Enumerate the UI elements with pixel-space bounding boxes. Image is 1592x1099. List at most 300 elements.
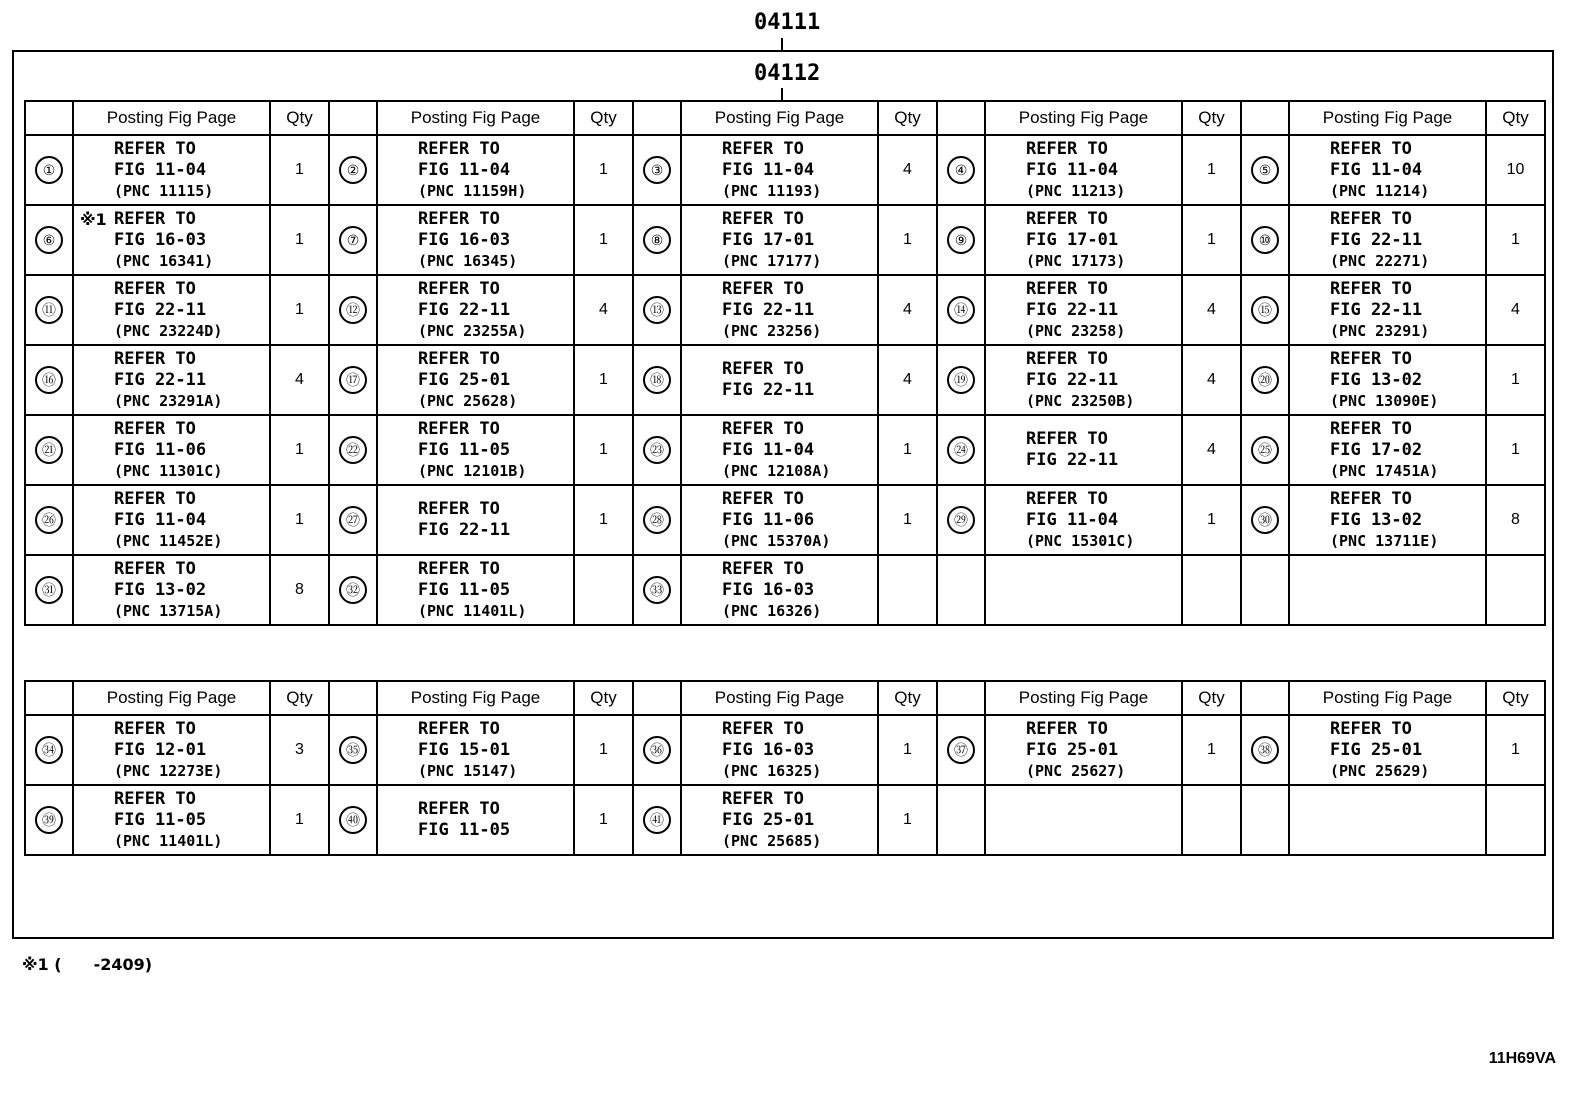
cell-qty: 1 <box>270 135 329 205</box>
cell-item-number <box>329 345 377 415</box>
fig-number: FIG 22-11 <box>1026 299 1119 320</box>
refer-to-text: REFER TO <box>418 558 500 579</box>
cell-item-number <box>937 205 985 275</box>
item-number-badge: ④ <box>947 156 975 184</box>
header-no <box>329 101 377 135</box>
fig-reference <box>378 209 573 272</box>
cell-item-number <box>1241 205 1289 275</box>
fig-number: FIG 22-11 <box>1026 450 1119 470</box>
cell-item-number <box>1241 415 1289 485</box>
cell-fig-reference <box>377 555 574 625</box>
cell-fig-reference <box>681 135 878 205</box>
fig-reference <box>378 499 573 541</box>
header-qty: Qty <box>270 101 329 135</box>
header-fig-page: Posting Fig Page <box>73 101 270 135</box>
pnc-number: (PNC 23256) <box>722 321 822 340</box>
cell-item-number <box>25 205 73 275</box>
cell-qty: 1 <box>270 485 329 555</box>
cell-item-number <box>633 275 681 345</box>
item-number-badge: ㉑ <box>35 436 63 464</box>
fig-number: FIG 11-04 <box>418 159 511 180</box>
item-number-badge: ⑩ <box>1251 226 1279 254</box>
refer-to-text: REFER TO <box>1026 429 1108 449</box>
item-number-badge: ⑫ <box>339 296 367 324</box>
cell-fig-reference <box>681 275 878 345</box>
pnc-number: (PNC 16345) <box>418 251 518 270</box>
assembly-code-sub: 04112 <box>754 61 821 86</box>
cell-item-number <box>937 415 985 485</box>
fig-number: FIG 16-03 <box>722 579 815 600</box>
header-row <box>25 681 1545 715</box>
fig-number: FIG 22-11 <box>722 380 815 400</box>
table-row <box>25 205 1545 275</box>
fig-reference <box>682 719 877 782</box>
pnc-number: (PNC 12101B) <box>418 461 527 480</box>
cell-qty: 1 <box>1182 135 1241 205</box>
pnc-number: (PNC 15301C) <box>1026 531 1135 550</box>
fig-number: FIG 11-05 <box>418 579 511 600</box>
refer-to-text: REFER TO <box>722 418 804 439</box>
fig-reference <box>378 279 573 342</box>
item-number-badge: ㊳ <box>1251 736 1279 764</box>
cell-item-number <box>329 785 377 855</box>
fig-reference <box>378 419 573 482</box>
header-row <box>25 101 1545 135</box>
refer-to-text: REFER TO <box>114 418 196 439</box>
diagram-id: 11H69VA <box>1488 1050 1556 1067</box>
header-no <box>329 681 377 715</box>
header-qty: Qty <box>1182 681 1241 715</box>
fig-number: FIG 17-01 <box>1026 229 1119 250</box>
fig-reference <box>682 559 877 622</box>
pnc-number: (PNC 12108A) <box>722 461 831 480</box>
item-number-badge: ⑳ <box>1251 366 1279 394</box>
refer-to-text: REFER TO <box>722 138 804 159</box>
refer-to-text: REFER TO <box>722 718 804 739</box>
fig-number: FIG 25-01 <box>1330 739 1423 760</box>
header-no <box>1241 101 1289 135</box>
assembly-code-top: 04111 <box>754 10 821 35</box>
cell-fig-reference <box>73 205 270 275</box>
pnc-number: (PNC 17451A) <box>1330 461 1439 480</box>
cell-fig-reference <box>1289 785 1486 855</box>
cell-item-number <box>1241 485 1289 555</box>
header-no <box>937 101 985 135</box>
header-fig-page: Posting Fig Page <box>985 101 1182 135</box>
fig-reference <box>986 489 1181 552</box>
cell-item-number <box>25 785 73 855</box>
header-no <box>25 101 73 135</box>
refer-to-text: REFER TO <box>1026 208 1108 229</box>
table-row <box>25 555 1545 625</box>
cell-item-number <box>633 345 681 415</box>
pnc-number: (PNC 11115) <box>114 181 214 200</box>
cell-fig-reference <box>73 715 270 785</box>
refer-to-text: REFER TO <box>722 359 804 379</box>
fig-number: FIG 11-04 <box>722 439 815 460</box>
cell-item-number <box>1241 785 1289 855</box>
cell-item-number <box>25 555 73 625</box>
item-number-badge: ㉗ <box>339 506 367 534</box>
cell-qty: 10 <box>1486 135 1545 205</box>
refer-to-text: REFER TO <box>418 348 500 369</box>
cell-fig-reference <box>1289 205 1486 275</box>
cell-qty: 4 <box>1182 415 1241 485</box>
refer-to-text: REFER TO <box>1026 138 1108 159</box>
cell-qty: 1 <box>878 415 937 485</box>
header-no <box>633 101 681 135</box>
cell-item-number <box>937 275 985 345</box>
item-number-badge: ⑰ <box>339 366 367 394</box>
fig-reference <box>378 559 573 622</box>
fig-reference <box>682 279 877 342</box>
cell-item-number <box>329 415 377 485</box>
cell-fig-reference <box>681 415 878 485</box>
item-number-badge: ⑲ <box>947 366 975 394</box>
cell-qty: 1 <box>878 485 937 555</box>
cell-item-number <box>1241 555 1289 625</box>
cell-qty: 1 <box>1486 415 1545 485</box>
pnc-number: (PNC 25629) <box>1330 761 1430 780</box>
item-number-badge: ㉝ <box>643 576 671 604</box>
header-fig-page: Posting Fig Page <box>681 101 878 135</box>
pnc-number: (PNC 25685) <box>722 831 822 850</box>
fig-reference <box>1290 209 1485 272</box>
cell-qty: 8 <box>1486 485 1545 555</box>
pnc-number: (PNC 25627) <box>1026 761 1126 780</box>
cell-fig-reference <box>681 485 878 555</box>
cell-qty <box>1486 555 1545 625</box>
cell-fig-reference <box>377 785 574 855</box>
cell-qty: 1 <box>574 345 633 415</box>
fig-reference <box>74 719 269 782</box>
header-no <box>937 681 985 715</box>
pnc-number: (PNC 15370A) <box>722 531 831 550</box>
table-row <box>25 485 1545 555</box>
cell-qty <box>1182 555 1241 625</box>
item-number-badge: ⑤ <box>1251 156 1279 184</box>
fig-number: FIG 16-03 <box>722 739 815 760</box>
refer-to-text: REFER TO <box>1330 208 1412 229</box>
pnc-number: (PNC 17173) <box>1026 251 1126 270</box>
cell-fig-reference <box>73 275 270 345</box>
fig-number: FIG 16-03 <box>114 229 207 250</box>
cell-item-number <box>329 135 377 205</box>
item-number-badge: ⑯ <box>35 366 63 394</box>
item-number-badge: ⑦ <box>339 226 367 254</box>
cell-qty: 1 <box>1486 715 1545 785</box>
fig-number: FIG 11-04 <box>1026 159 1119 180</box>
cell-item-number <box>25 275 73 345</box>
table-row <box>25 135 1545 205</box>
cell-item-number <box>633 205 681 275</box>
refer-to-text: REFER TO <box>722 278 804 299</box>
cell-item-number <box>329 485 377 555</box>
fig-number: FIG 13-02 <box>114 579 207 600</box>
refer-to-text: REFER TO <box>418 418 500 439</box>
pnc-number: (PNC 23291A) <box>114 391 223 410</box>
cell-item-number <box>329 555 377 625</box>
item-number-badge: ⑮ <box>1251 296 1279 324</box>
cell-item-number <box>329 205 377 275</box>
cell-fig-reference <box>681 785 878 855</box>
cell-item-number <box>937 715 985 785</box>
header-no <box>25 681 73 715</box>
fig-number: FIG 17-02 <box>1330 439 1423 460</box>
cell-item-number <box>633 485 681 555</box>
header-qty: Qty <box>878 101 937 135</box>
cell-fig-reference <box>985 275 1182 345</box>
header-fig-page: Posting Fig Page <box>73 681 270 715</box>
fig-number: FIG 13-02 <box>1330 369 1423 390</box>
cell-qty: 1 <box>574 715 633 785</box>
item-number-badge: ㉓ <box>643 436 671 464</box>
cell-qty: 3 <box>270 715 329 785</box>
refer-to-text: REFER TO <box>722 208 804 229</box>
fig-number: FIG 11-05 <box>114 809 207 830</box>
cell-qty: 1 <box>270 275 329 345</box>
cell-qty: 1 <box>1182 715 1241 785</box>
pnc-number: (PNC 11452E) <box>114 531 223 550</box>
cell-item-number <box>1241 275 1289 345</box>
fig-number: FIG 22-11 <box>418 299 511 320</box>
cell-qty: 1 <box>878 715 937 785</box>
item-number-badge: ⑬ <box>643 296 671 324</box>
pnc-number: (PNC 11301C) <box>114 461 223 480</box>
cell-fig-reference <box>1289 135 1486 205</box>
fig-number: FIG 22-11 <box>722 299 815 320</box>
fig-number: FIG 11-06 <box>722 509 815 530</box>
cell-qty: 4 <box>1486 275 1545 345</box>
header-fig-page: Posting Fig Page <box>377 101 574 135</box>
pnc-number: (PNC 12273E) <box>114 761 223 780</box>
fig-reference <box>986 209 1181 272</box>
refer-to-text: REFER TO <box>1330 418 1412 439</box>
item-number-badge: ㉛ <box>35 576 63 604</box>
cell-fig-reference <box>681 345 878 415</box>
item-number-badge: ㊲ <box>947 736 975 764</box>
header-qty: Qty <box>574 681 633 715</box>
cell-fig-reference <box>1289 555 1486 625</box>
fig-number: FIG 22-11 <box>1026 369 1119 390</box>
refer-to-text: REFER TO <box>1330 138 1412 159</box>
header-qty: Qty <box>1486 681 1545 715</box>
fig-number: FIG 22-11 <box>1330 299 1423 320</box>
cell-item-number <box>633 555 681 625</box>
cell-fig-reference <box>681 715 878 785</box>
fig-reference <box>986 719 1181 782</box>
fig-reference <box>74 349 269 412</box>
fig-reference <box>986 429 1181 471</box>
pnc-number: (PNC 11193) <box>722 181 822 200</box>
cell-fig-reference <box>681 205 878 275</box>
cell-fig-reference <box>1289 345 1486 415</box>
fig-reference <box>378 139 573 202</box>
cell-fig-reference <box>377 715 574 785</box>
fig-number: FIG 12-01 <box>114 739 207 760</box>
cell-item-number <box>633 135 681 205</box>
cell-qty: 1 <box>574 785 633 855</box>
item-number-badge: ㊵ <box>339 806 367 834</box>
fig-reference <box>74 489 269 552</box>
pnc-number: (PNC 13090E) <box>1330 391 1439 410</box>
cell-fig-reference <box>985 715 1182 785</box>
parts-reference-table-1 <box>24 100 1546 626</box>
cell-qty: 1 <box>574 135 633 205</box>
item-number-badge: ⑥ <box>35 226 63 254</box>
cell-fig-reference <box>985 205 1182 275</box>
fig-reference <box>986 139 1181 202</box>
fig-reference <box>74 789 269 852</box>
cell-fig-reference <box>73 785 270 855</box>
item-number-badge: ⑭ <box>947 296 975 324</box>
cell-fig-reference <box>377 135 574 205</box>
cell-fig-reference <box>681 555 878 625</box>
fig-number: FIG 11-04 <box>1026 509 1119 530</box>
cell-item-number <box>25 135 73 205</box>
cell-qty: 4 <box>270 345 329 415</box>
cell-item-number <box>937 345 985 415</box>
cell-fig-reference <box>73 415 270 485</box>
refer-to-text: REFER TO <box>1330 718 1412 739</box>
cell-fig-reference <box>985 135 1182 205</box>
refer-to-text: REFER TO <box>1026 488 1108 509</box>
cell-qty: 1 <box>1486 205 1545 275</box>
cell-item-number <box>633 415 681 485</box>
pnc-number: (PNC 23255A) <box>418 321 527 340</box>
cell-qty: 4 <box>878 135 937 205</box>
cell-qty: 1 <box>1486 345 1545 415</box>
refer-to-text: REFER TO <box>722 558 804 579</box>
refer-to-text: REFER TO <box>114 558 196 579</box>
header-fig-page: Posting Fig Page <box>985 681 1182 715</box>
header-qty: Qty <box>1486 101 1545 135</box>
fig-reference <box>1290 349 1485 412</box>
fig-reference <box>682 419 877 482</box>
cell-qty: 1 <box>574 205 633 275</box>
cell-qty: 4 <box>1182 275 1241 345</box>
refer-to-text: REFER TO <box>114 718 196 739</box>
cell-qty: 4 <box>574 275 633 345</box>
item-number-badge: ② <box>339 156 367 184</box>
cell-fig-reference <box>1289 485 1486 555</box>
refer-to-text: REFER TO <box>114 488 196 509</box>
fig-number: FIG 11-06 <box>114 439 207 460</box>
cell-item-number <box>25 345 73 415</box>
cell-qty: 1 <box>1182 485 1241 555</box>
fig-number: FIG 11-05 <box>418 820 511 840</box>
pnc-number: (PNC 25628) <box>418 391 518 410</box>
table-row <box>25 345 1545 415</box>
cell-item-number <box>25 415 73 485</box>
item-number-badge: ㊱ <box>643 736 671 764</box>
fig-reference <box>682 789 877 852</box>
cell-item-number <box>937 135 985 205</box>
cell-fig-reference <box>1289 715 1486 785</box>
item-number-badge: ⑧ <box>643 226 671 254</box>
header-qty: Qty <box>574 101 633 135</box>
fig-reference <box>682 359 877 401</box>
cell-item-number <box>937 555 985 625</box>
cell-fig-reference <box>985 345 1182 415</box>
cell-item-number <box>25 715 73 785</box>
pnc-number: (PNC 13711E) <box>1330 531 1439 550</box>
cell-item-number <box>329 715 377 785</box>
pnc-number: (PNC 15147) <box>418 761 518 780</box>
fig-number: FIG 11-04 <box>722 159 815 180</box>
cell-item-number <box>937 485 985 555</box>
pnc-number: (PNC 23250B) <box>1026 391 1135 410</box>
pnc-number: (PNC 16341) <box>114 251 214 270</box>
pnc-number: (PNC 17177) <box>722 251 822 270</box>
cell-qty: 1 <box>270 205 329 275</box>
pnc-number: (PNC 11401L) <box>418 601 527 620</box>
cell-qty: 4 <box>878 275 937 345</box>
fig-reference <box>74 419 269 482</box>
parts-reference-table-2 <box>24 680 1546 856</box>
refer-to-text: REFER TO <box>114 208 196 229</box>
item-number-badge: ㉚ <box>1251 506 1279 534</box>
fig-number: FIG 25-01 <box>418 369 511 390</box>
fig-number: FIG 22-11 <box>114 299 207 320</box>
refer-to-text: REFER TO <box>722 488 804 509</box>
item-number-badge: ⑱ <box>643 366 671 394</box>
cell-item-number <box>1241 345 1289 415</box>
item-number-badge: ㉔ <box>947 436 975 464</box>
pnc-number: (PNC 23258) <box>1026 321 1126 340</box>
refer-to-text: REFER TO <box>1330 348 1412 369</box>
cell-fig-reference <box>377 275 574 345</box>
cell-qty: 4 <box>1182 345 1241 415</box>
fig-number: FIG 17-01 <box>722 229 815 250</box>
refer-to-text: REFER TO <box>114 788 196 809</box>
cell-fig-reference <box>985 785 1182 855</box>
item-number-badge: ㉞ <box>35 736 63 764</box>
cell-qty: 1 <box>878 785 937 855</box>
cell-item-number <box>633 785 681 855</box>
header-no <box>1241 681 1289 715</box>
fig-number: FIG 22-11 <box>418 520 511 540</box>
item-number-badge: ① <box>35 156 63 184</box>
cell-qty: 8 <box>270 555 329 625</box>
header-fig-page: Posting Fig Page <box>1289 101 1486 135</box>
item-number-badge: ㊴ <box>35 806 63 834</box>
fig-reference <box>682 489 877 552</box>
pnc-number: (PNC 11159H) <box>418 181 527 200</box>
fig-reference <box>74 559 269 622</box>
refer-to-text: REFER TO <box>1026 278 1108 299</box>
fig-reference <box>1290 719 1485 782</box>
cell-qty <box>1182 785 1241 855</box>
cell-item-number <box>1241 135 1289 205</box>
cell-qty: 1 <box>574 415 633 485</box>
cell-qty: 1 <box>1182 205 1241 275</box>
item-number-badge: ㉘ <box>643 506 671 534</box>
pnc-number: (PNC 16326) <box>722 601 822 620</box>
cell-fig-reference <box>1289 275 1486 345</box>
refer-to-text: REFER TO <box>418 278 500 299</box>
fig-number: FIG 11-04 <box>114 509 207 530</box>
cell-fig-reference <box>377 345 574 415</box>
fig-reference <box>682 139 877 202</box>
item-number-badge: ⑨ <box>947 226 975 254</box>
fig-number: FIG 22-11 <box>114 369 207 390</box>
fig-reference <box>1290 139 1485 202</box>
cell-qty: 1 <box>878 205 937 275</box>
item-number-badge: ㉖ <box>35 506 63 534</box>
header-qty: Qty <box>878 681 937 715</box>
cell-fig-reference <box>73 345 270 415</box>
